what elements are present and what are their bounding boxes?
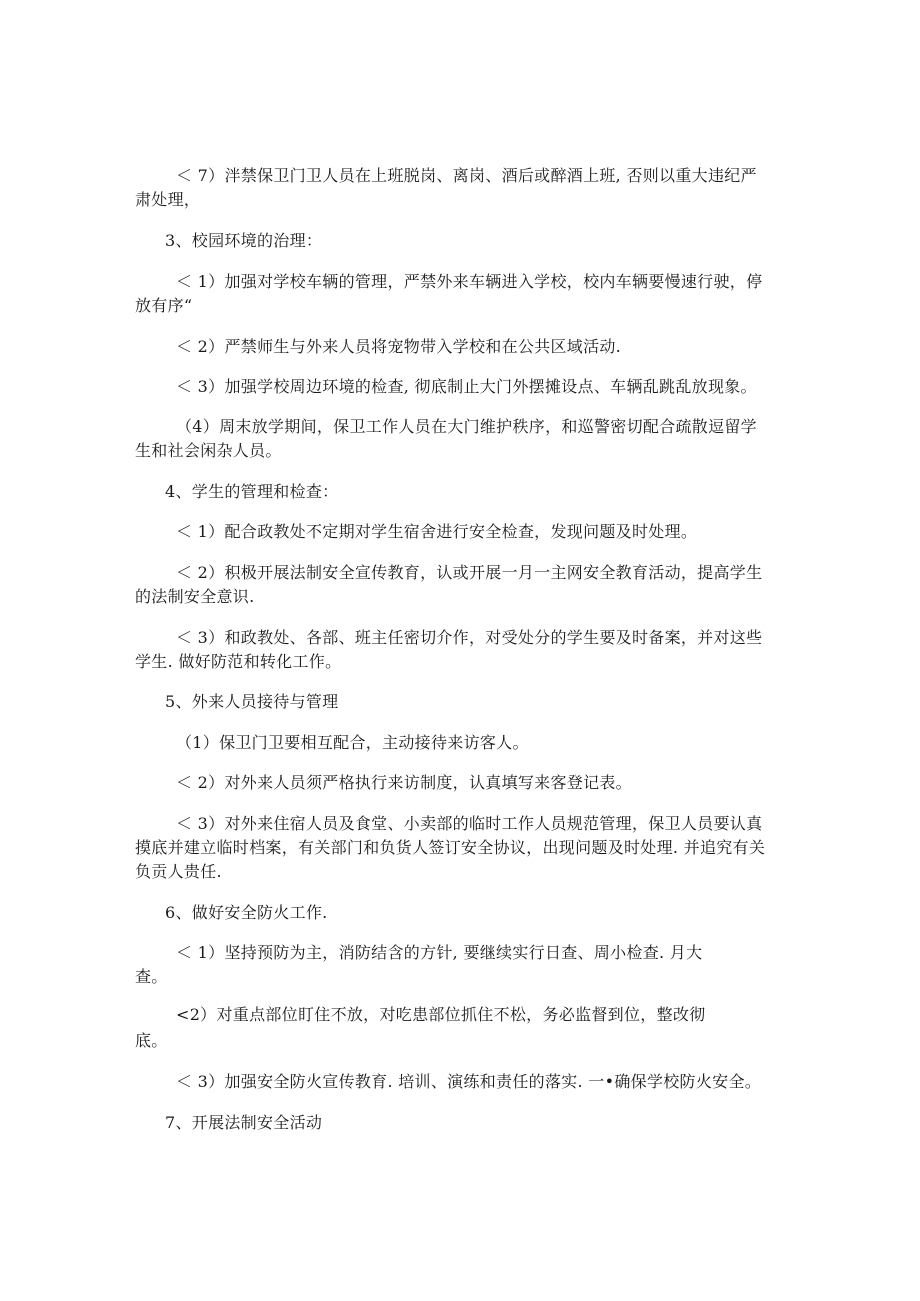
section-7-heading: 7、开展法制安全活动 [165,1113,323,1132]
section-5-item-3-line-2: 摸底并建立临时档案，有关部门和负货人签订安全协议，出现问题及时处理. 并追究有关 [135,838,766,857]
section-3-item-3: ＜ 3）加强学校周边环境的检查, 彻底制止大门外摆摊设点、车辆乱跳乱放现象。 [176,377,757,396]
section-3-item-4-line-1: （4）周末放学期间，保卫工作人员在大门维护秩序，和巡警密切配合疏散逗留学 [176,417,757,436]
section-6-item-2-line-1: <2）对重点部位盯住不放，对吃患部位抓住不松，务必监督到位，整改彻 [176,1005,706,1024]
section-5-item-3-line-3: 负贡人贵任. [135,862,222,881]
section-3-item-1-line-2: 放有序“ [135,296,193,315]
section-5-item-1: （1）保卫门卫要相互配合，主动接待来访客人。 [176,733,529,752]
section-3-item-1-line-1: ＜ 1）加强对学校车辆的管理，严禁外来车辆进入学校，校内车辆要慢速行驶，停 [176,272,763,291]
section-5-heading: 5、外来人员接待与管理 [165,692,339,711]
section-4-heading: 4、学生的管理和检查： [165,482,339,501]
section-4-item-3-line-1: ＜ 3）和政教处、各部、班主任密切介作，对受处分的学生要及时备案，并对这些 [176,628,763,647]
section-3-heading: 3、校园环境的治理： [165,231,323,250]
section-4-item-2-line-2: 的法制安全意识. [135,587,255,606]
section-4-item-1: ＜ 1）配合政教处不定期对学生宿舍进行安全检查，发现问题及时处理。 [176,522,698,541]
section-6-item-3: ＜ 3）加强安全防火宣传教育. 培训、演练和责任的落实. 一•确保学校防火安全。 [176,1072,762,1091]
section-5-item-3-line-1: ＜ 3）对外来住宿人员及食堂、小卖部的临时工作人员规范管理，保卫人员要认真 [176,814,763,833]
section-5-item-2: ＜ 2）对外来人员须严格执行来访制度，认真填写来客登记表。 [176,773,632,792]
section-6-heading: 6、做好安全防火工作. [165,903,328,922]
section-6-item-1-line-2: 查。 [135,967,168,986]
item-7-line-1: ＜ 7）泮禁保卫门卫人员在上班脱岗、离岗、酒后或醉酒上班, 否则以重大违纪严 [176,166,757,185]
section-4-item-3-line-2: 学生. 做好防范和转化工作。 [135,652,342,671]
section-6-item-2-line-2: 底。 [135,1031,168,1050]
section-3-item-2: ＜ 2）严禁师生与外来人员将宠物带入学校和在公共区域活动. [176,337,622,356]
section-6-item-1-line-1: ＜ 1）坚持预防为主，消防结含的方针, 要继续实行日查、周小检查. 月大 [176,943,703,962]
item-7-line-2: 肃处理， [135,190,201,209]
section-3-item-4-line-2: 生和社会闲杂人员。 [135,441,282,460]
section-4-item-2-line-1: ＜ 2）积极开展法制安全宣传教育，认或开展一月一主网安全教育活动，提高学生 [176,563,763,582]
